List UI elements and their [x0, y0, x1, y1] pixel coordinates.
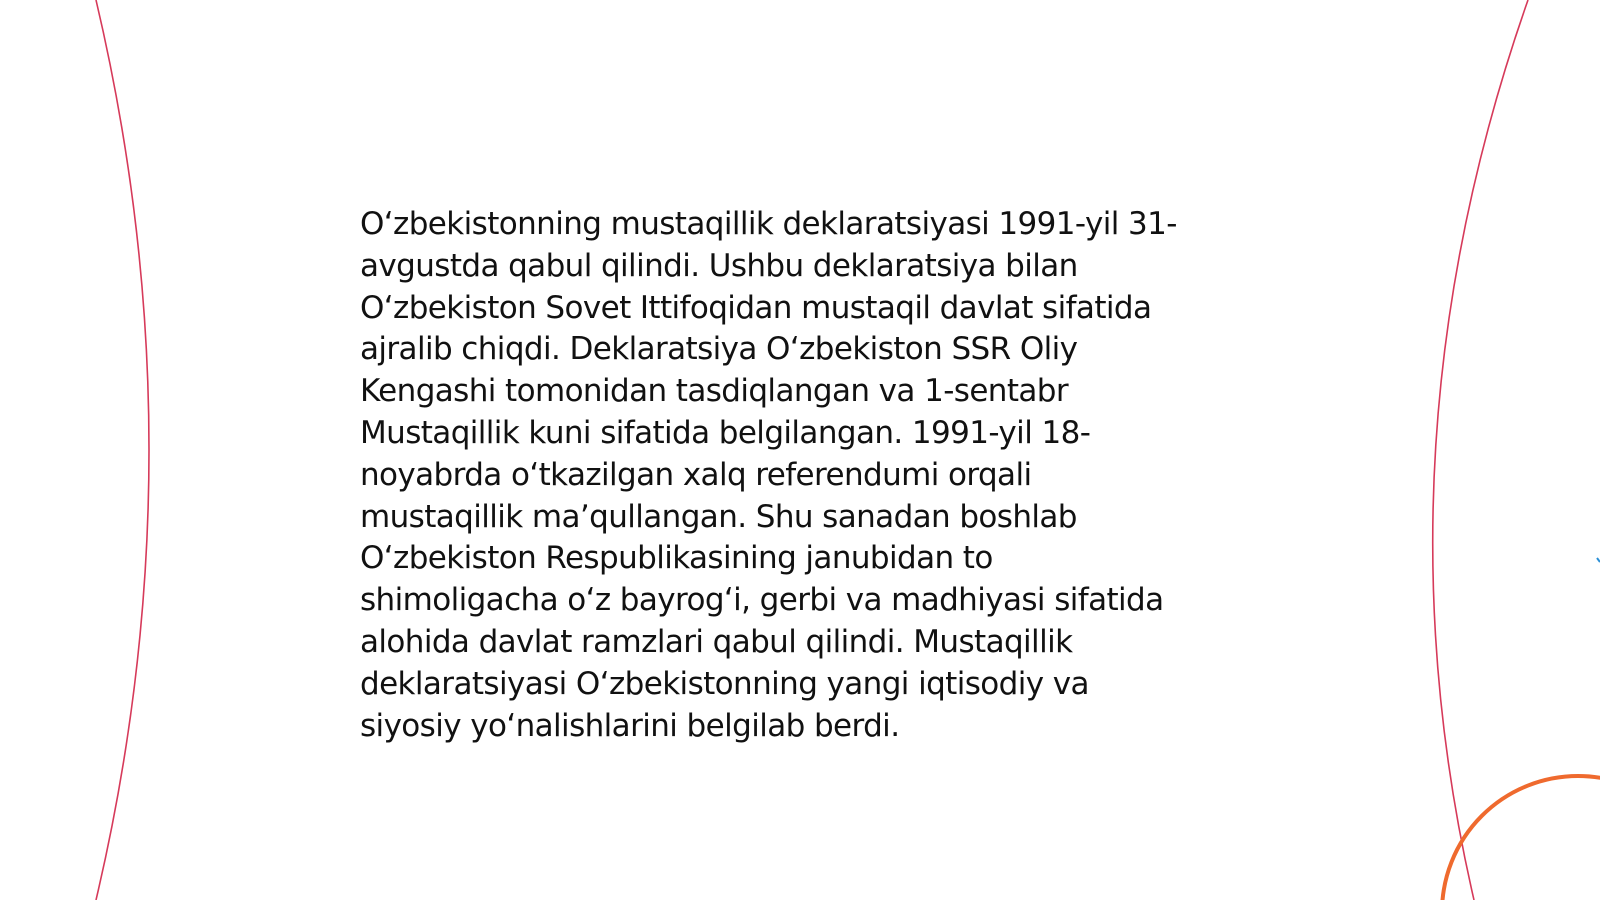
orange-circle-accent [1442, 776, 1600, 900]
body-paragraph: O‘zbekistonning mustaqillik deklaratsiyasi 1991-yil 31- avgustda qabul qilindi. Ushbu deklaratsiya bilan O‘zbekiston Sovet Ittifoqidan mustaqil davlat sifatida ajralib chiqdi. Deklaratsiya O‘zbekiston SSR Oliy Kengashi tomonidan tasdiqlangan va 1-sentabr Mustaqillik kuni sifatida belgilangan. 1991-yil 18- noyabrda o‘tkazilgan xalq referendumi orqali mustaqillik ma’qullangan. Shu sanadan boshlab O‘zbekiston Respublikasining janubidan to shimoligacha o‘z bayrog‘i, gerbi va madhiyasi sifatida alohida davlat ramzlari qabul qilindi. Mustaqillik deklaratsiyasi O‘zbekistonning yangi iqtisodiy va siyosiy yo‘nalishlarini belgilab berdi. [360, 206, 1177, 744]
right-curve-line [1433, 0, 1528, 900]
left-curve-line [96, 0, 149, 900]
